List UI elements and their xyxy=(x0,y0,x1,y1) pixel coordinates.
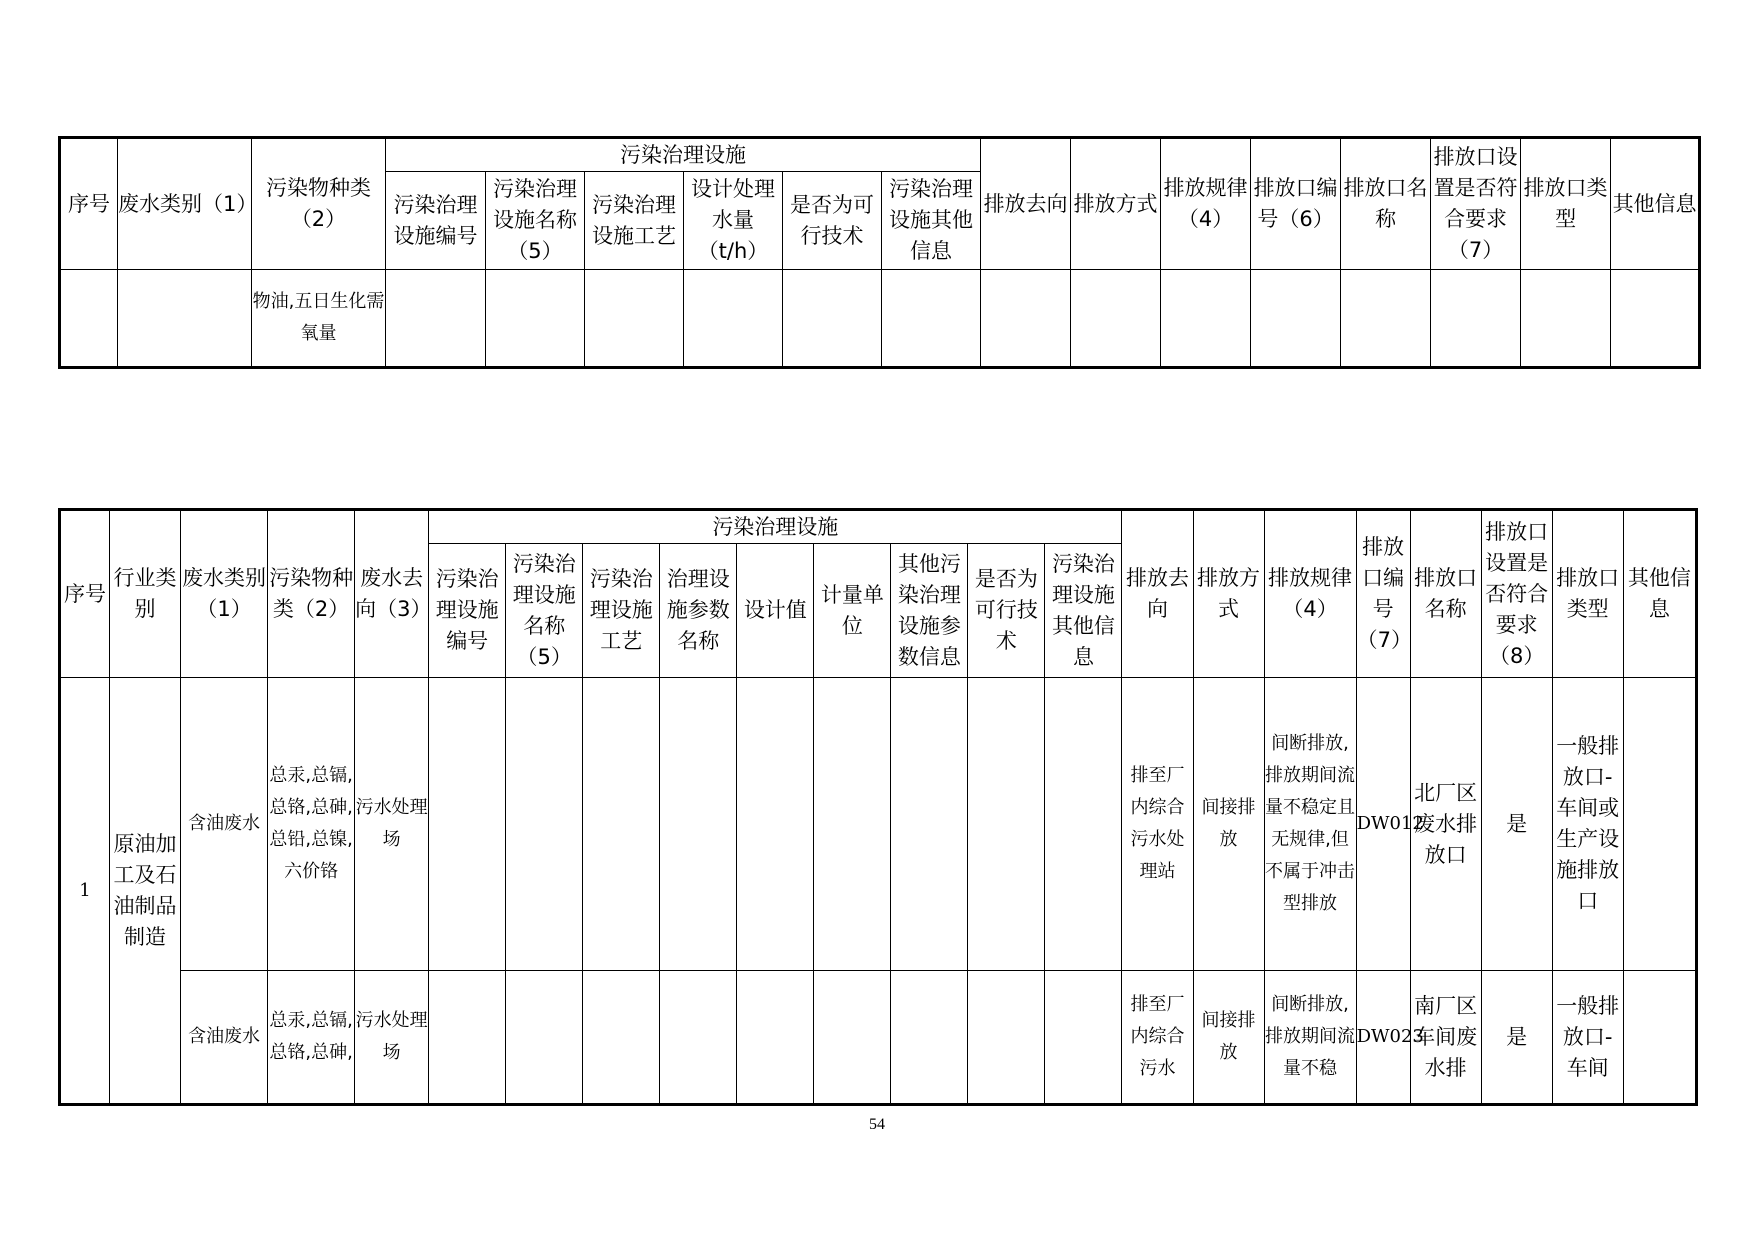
cell-pollutant: 总汞,总镉,总铬,总砷,总铅,总镍,六价铬 xyxy=(268,678,355,971)
header-feasible: 是否为可行技术 xyxy=(783,172,882,270)
header-outlet-compliant: 排放口设置是否符合要求（7） xyxy=(1431,138,1521,270)
header-pollutant: 污染物种类（2） xyxy=(252,138,386,270)
header-facility-other: 污染治理设施其他信息 xyxy=(882,172,981,270)
header-seq: 序号 xyxy=(60,510,110,678)
cell-outlet-name: 北厂区废水排放口 xyxy=(1410,678,1481,971)
header-wastewater-type: 废水类别（1） xyxy=(181,510,268,678)
header-facility-process: 污染治理设施工艺 xyxy=(585,172,684,270)
header-discharge-dest: 排放去向 xyxy=(981,138,1071,270)
cell-outlet-compliant: 是 xyxy=(1481,971,1552,1105)
cell-discharge-pattern: 间断排放,排放期间流量不稳 xyxy=(1264,971,1356,1105)
cell-wastewater-type xyxy=(118,270,252,368)
header-outlet-type: 排放口类型 xyxy=(1521,138,1611,270)
header-outlet-type: 排放口类型 xyxy=(1552,510,1623,678)
header-facility-group: 污染治理设施 xyxy=(386,138,981,172)
cell-outlet-id: DW023 xyxy=(1356,971,1410,1105)
header-facility-process: 污染治理设施工艺 xyxy=(583,544,660,678)
page-number: 54 xyxy=(869,1116,885,1133)
header-other: 其他信息 xyxy=(1623,510,1696,678)
cell-discharge-mode: 间接排放 xyxy=(1193,971,1264,1105)
table-row xyxy=(60,678,1697,971)
header-wastewater-type: 废水类别（1） xyxy=(118,138,252,270)
cell-pollutant: 物油,五日生化需氧量 xyxy=(252,270,386,368)
header-facility-group: 污染治理设施 xyxy=(429,510,1122,544)
cell-discharge-pattern: 间断排放,排放期间流量不稳定且无规律,但不属于冲击型排放 xyxy=(1264,678,1356,971)
cell-outlet-type: 一般排放口-车间 xyxy=(1552,971,1623,1105)
header-discharge-mode: 排放方式 xyxy=(1071,138,1161,270)
header-facility-other: 污染治理设施其他信息 xyxy=(1045,544,1122,678)
header-feasible: 是否为可行技术 xyxy=(968,544,1045,678)
cell-discharge-dest: 排至厂内综合污水处理站 xyxy=(1122,678,1193,971)
header-unit: 计量单位 xyxy=(814,544,891,678)
header-facility-name: 污染治理设施名称（5） xyxy=(506,544,583,678)
header-facility-id: 污染治理设施编号 xyxy=(386,172,486,270)
cell-outlet-compliant: 是 xyxy=(1481,678,1552,971)
header-discharge-mode: 排放方式 xyxy=(1193,510,1264,678)
cell-wastewater-type: 含油废水 xyxy=(181,678,268,971)
cell-outlet-name: 南厂区车间废水排 xyxy=(1410,971,1481,1105)
table-row xyxy=(60,971,1697,1105)
cell-seq: 1 xyxy=(60,678,110,1105)
header-seq: 序号 xyxy=(60,138,118,270)
header-pollutant: 污染物种类（2） xyxy=(268,510,355,678)
cell-industry: 原油加工及石油制品制造 xyxy=(110,678,181,1105)
header-outlet-id: 排放口编号（7） xyxy=(1356,510,1410,678)
header-discharge-pattern: 排放规律（4） xyxy=(1264,510,1356,678)
cell-outlet-id: DW012 xyxy=(1356,678,1410,971)
cell-seq xyxy=(60,270,118,368)
header-other: 其他信息 xyxy=(1611,138,1700,270)
header-design-value: 设计值 xyxy=(737,544,814,678)
header-design-capacity: 设计处理水量（t/h） xyxy=(684,172,783,270)
header-wastewater-dest: 废水去向（3） xyxy=(355,510,429,678)
header-outlet-name: 排放口名称 xyxy=(1410,510,1481,678)
header-discharge-pattern: 排放规律（4） xyxy=(1161,138,1251,270)
cell-wastewater-type: 含油废水 xyxy=(181,971,268,1105)
cell-discharge-dest: 排至厂内综合污水 xyxy=(1122,971,1193,1105)
header-industry: 行业类别 xyxy=(110,510,181,678)
wastewater-table-2 xyxy=(58,508,1698,1106)
header-discharge-dest: 排放去向 xyxy=(1122,510,1193,678)
cell-wastewater-dest: 污水处理场 xyxy=(355,678,429,971)
header-outlet-compliant: 排放口设置是否符合要求（8） xyxy=(1481,510,1552,678)
header-param-name: 治理设施参数名称 xyxy=(660,544,737,678)
header-other-params: 其他污染治理设施参数信息 xyxy=(891,544,968,678)
cell-pollutant: 总汞,总镉,总铬,总砷, xyxy=(268,971,355,1105)
cell-outlet-type: 一般排放口-车间或生产设施排放口 xyxy=(1552,678,1623,971)
table-row xyxy=(60,270,1700,368)
header-outlet-id: 排放口编号（6） xyxy=(1251,138,1341,270)
header-outlet-name: 排放口名称 xyxy=(1341,138,1431,270)
cell-discharge-mode: 间接排放 xyxy=(1193,678,1264,971)
cell-wastewater-dest: 污水处理场 xyxy=(355,971,429,1105)
wastewater-table-1 xyxy=(58,136,1701,369)
header-facility-id: 污染治理设施编号 xyxy=(429,544,506,678)
header-facility-name: 污染治理设施名称（5） xyxy=(486,172,585,270)
